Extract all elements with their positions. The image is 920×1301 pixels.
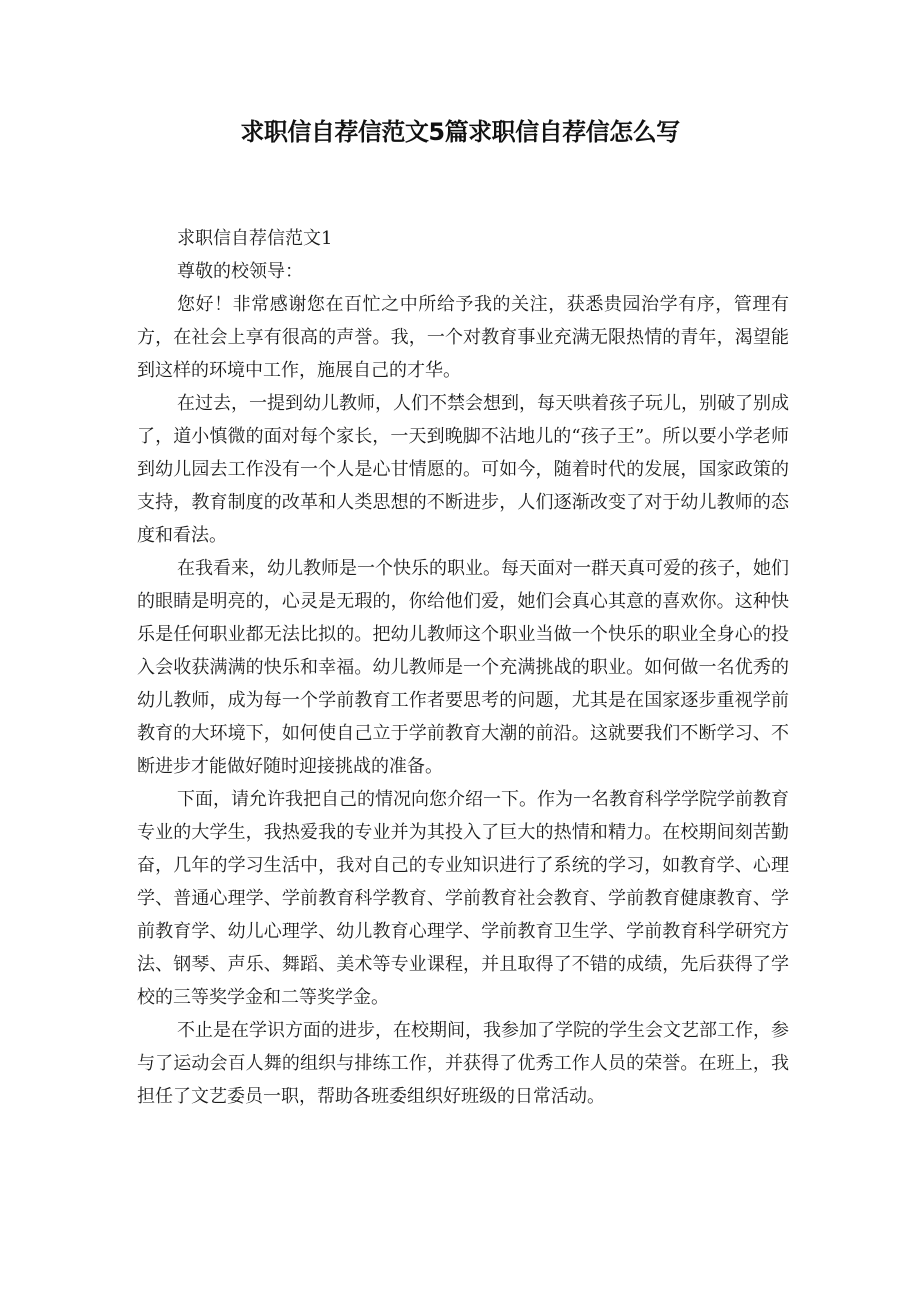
document-body <box>137 222 789 1113</box>
paragraph-past-perception: 在过去，一提到幼儿教师，人们不禁会想到，每天哄着孩子玩儿，别破了别成了，道小慎微的面对每个家长，一天到晚脚不沾地儿的“孩子王”。所以要小学老师到幼儿园去工作没有一个人是心甘情愿的。可如今，随着时代的发展，国家政策的支持，教育制度的改革和人类思想的不断进步，人们逐渐改变了对于幼儿教师的态度和看法。 <box>137 393 789 546</box>
section-heading: 求职信自荐信范文1 <box>177 228 333 249</box>
paragraph-greeting: 您好！非常感谢您在百忙之中所给予我的关注，获悉贵园治学有序，管理有方，在社会上享有很高的声誉。我，一个对教育事业充满无限热情的青年，渴望能到这样的环境中工作，施展自己的才华。 <box>137 294 789 381</box>
salutation: 尊敬的校领导： <box>177 261 303 282</box>
paragraph-activities: 不止是在学识方面的进步，在校期间，我参加了学院的学生会文艺部工作，参与了运动会百人舞的组织与排练工作，并获得了优秀工作人员的荣誉。在班上，我担任了文艺委员一职，帮助各班委组织好班级的日常活动。 <box>137 1020 789 1107</box>
paragraph-career-view: 在我看来，幼儿教师是一个快乐的职业。每天面对一群天真可爱的孩子，她们的眼睛是明亮的，心灵是无瑕的，你给他们爱，她们会真心其意的喜欢你。这种快乐是任何职业都无法比拟的。把幼儿教师这个职业当做一个快乐的职业全身心的投入会收获满满的快乐和幸福。幼儿教师是一个充满挑战的职业。如何做一名优秀的幼儿教师，成为每一个学前教育工作者要思考的问题，尤其是在国家逐步重视学前教育的大环境下，如何使自己立于学前教育大潮的前沿。这就要我们不断学习、不断进步才能做好随时迎接挑战的准备。 <box>137 558 789 777</box>
paragraph-education-background: 下面，请允许我把自己的情况向您介绍一下。作为一名教育科学学院学前教育专业的大学生，我热爱我的专业并为其投入了巨大的热情和精力。在校期间刻苦勤奋，几年的学习生活中，我对自己的专业知识进行了系统的学习，如教育学、心理学、普通心理学、学前教育科学教育、学前教育社会教育、学前教育健康教育、学前教育学、幼儿心理学、幼儿教育心理学、学前教育卫生学、学前教育科学研究方法、钢琴、声乐、舞蹈、美术等专业课程，并且取得了不错的成绩，先后获得了学校的三等奖学金和二等奖学金。 <box>137 789 789 1008</box>
document-title: 求职信自荐信范文5篇求职信自荐信怎么写 <box>240 118 680 146</box>
